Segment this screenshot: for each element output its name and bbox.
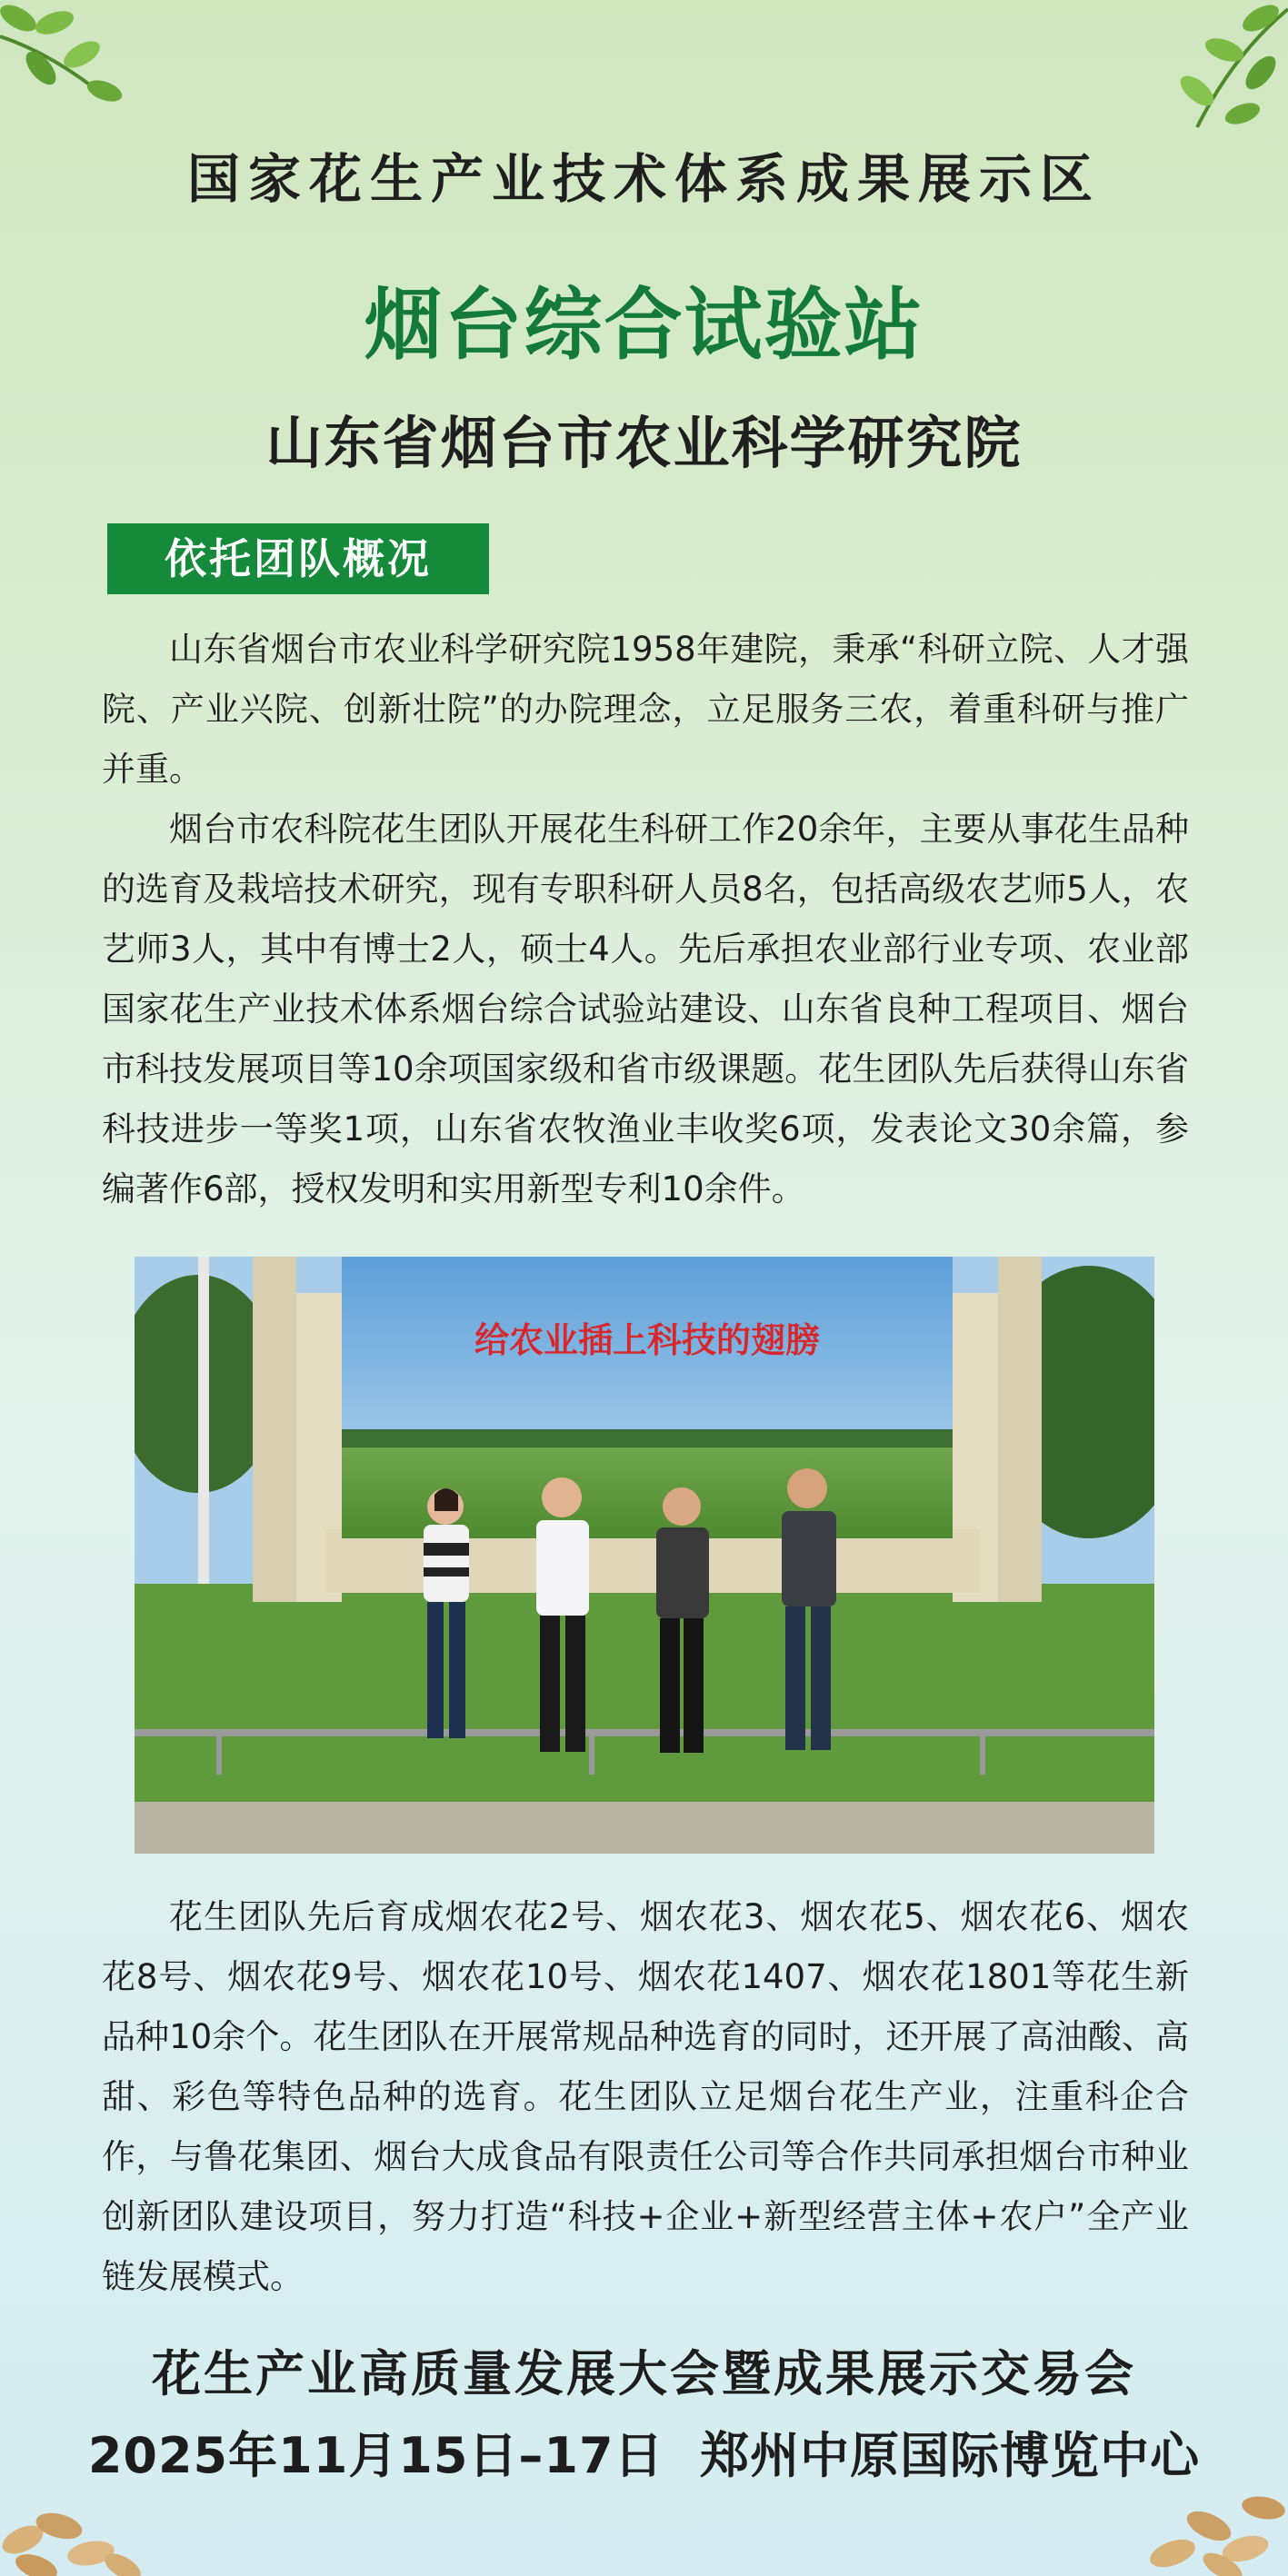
peanut-decoration-bottom-right	[1136, 2472, 1288, 2576]
event-date-venue: 2025年11月15日–17日 郑州中原国际博览中心	[87, 2427, 1201, 2484]
team-photo-illustration	[135, 1257, 1154, 1854]
team-paragraph: 烟台市农科院花生团队开展花生科研工作20余年，主要从事花生品种的选育及栽培技术研究，现有专职科研人员8名，包括高级农艺师5人，农艺师3人，其中有博士2人，硕士4人。先后承担农业部行业专项、农业部国家花生产业技术体系烟台综合试验站建设、山东省良种工程项目、烟台市科技发展项目等10余项国家级和省市级课题。花生团队先后获得山东省科技进步一等奖1项，山东省农牧渔业丰收奖6项，发表论文30余篇，参编著作6部，授权发明和实用新型专利10余件。	[102, 810, 1189, 1208]
event-name: 花生产业高质量发展大会暨成果展示交易会	[152, 2345, 1136, 2402]
billboard-slogan: 给农业插上科技的翅膀	[474, 1320, 821, 1360]
section-tag: 依托团队概况	[107, 523, 489, 594]
varieties-paragraph: 花生团队先后育成烟农花2号、烟农花3、烟农花5、烟农花6、烟农花8号、烟农花9号、烟农花10号、烟农花1407、烟农花1801等花生新品种10余个。花生团队在开展常规品种选育的同时，还开展了高油酸、高甜、彩色等特色品种的选育。花生团队立足烟台花生产业，注重科企合作，与鲁花集团、烟台大成食品有限责任公司等合作共同承担烟台市种业创新团队建设项目，努力打造“科技+企业+新型经营主体+农户”全产业链发展模式。	[102, 1897, 1189, 2296]
intro-paragraph: 山东省烟台市农业科学研究院1958年建院，秉承“科研立院、人才强院、产业兴院、创新壮院”的办院理念，立足服务三农，着重科研与推广并重。	[102, 630, 1189, 789]
station-title: 烟台综合试验站	[364, 280, 924, 371]
peanut-decoration-bottom-left	[0, 2485, 155, 2576]
exhibition-area-title: 国家花生产业技术体系成果展示区	[186, 148, 1101, 210]
institute-title: 山东省烟台市农业科学研究院	[265, 410, 1023, 476]
team-photo	[135, 1257, 1154, 1854]
leaf-decoration-top-right	[1161, 0, 1288, 136]
leaf-decoration-top-left	[0, 0, 136, 118]
